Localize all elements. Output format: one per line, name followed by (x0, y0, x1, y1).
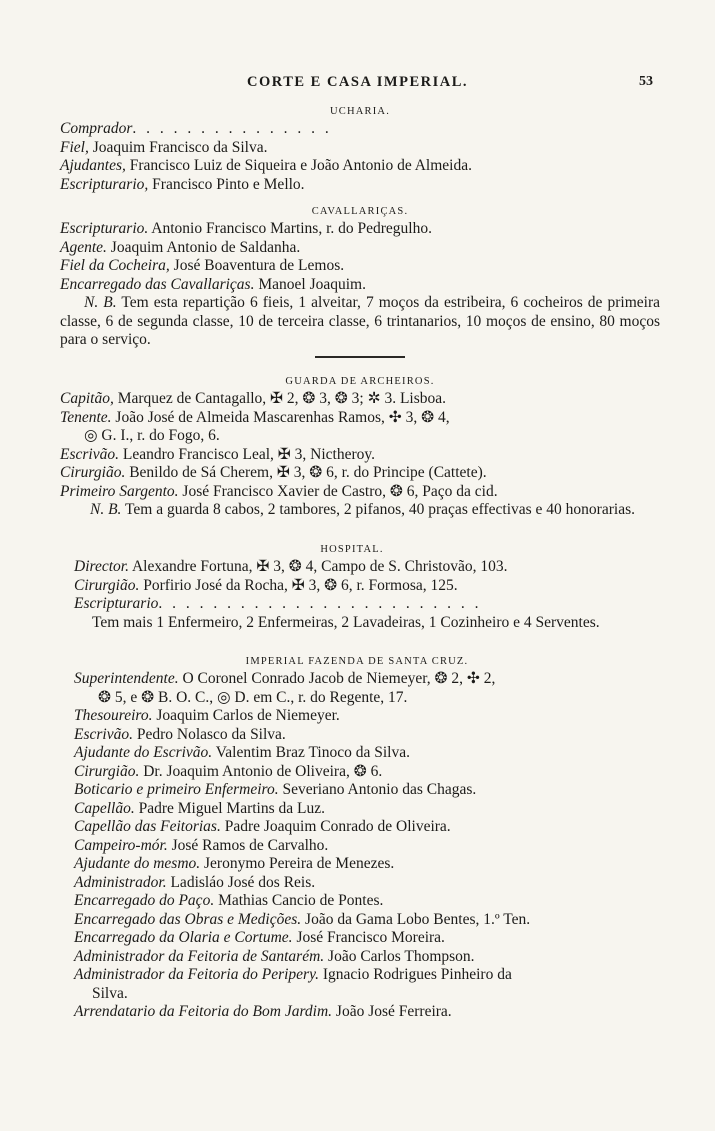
entry-text: José Ramos de Carvalho. (167, 836, 329, 854)
entry-label: Escripturario (74, 595, 159, 612)
entry-line (60, 464, 660, 483)
entry-text: Jeronymo Pereira de Menezes. (200, 855, 395, 872)
entry-line (74, 577, 630, 596)
entry-label: Cirurgião. (74, 762, 140, 780)
nota-bene (60, 294, 660, 350)
entry-label: Capitão, (60, 390, 114, 407)
entry-line (74, 744, 640, 763)
entry-line (74, 763, 640, 782)
entry-label: Thesoureiro. (74, 707, 153, 724)
entry-text: Francisco Pinto e Mello. (148, 175, 305, 193)
entry-label: Primeiro Sargento. (60, 482, 179, 500)
entry-label: Escripturario, (60, 175, 149, 193)
entry-line (74, 874, 640, 893)
entry-label: Escrivão. (74, 725, 133, 743)
entry-text: Padre Miguel Martins da Luz. (134, 799, 325, 817)
entry-text: Manoel Joaquim. (254, 275, 366, 293)
entry-text: Antonio Francisco Martins, r. do Pedregulho. (148, 220, 432, 237)
nota-bene (60, 501, 660, 520)
entry-label: Encarregado da Olaria e Cortume. (74, 929, 293, 946)
entry-continuation: Silva. (92, 984, 128, 1002)
entry-line (74, 781, 640, 800)
section-ucharia (60, 104, 660, 194)
section-guarda-archeiros (60, 374, 660, 520)
entry-line (74, 929, 640, 948)
entry-line (74, 948, 640, 967)
entry-text: Padre Joaquim Conrado de Oliveira. (220, 818, 451, 835)
entry-line (60, 239, 660, 258)
section-heading: IMPERIAL FAZENDA DE SANTA CRUZ. (245, 656, 469, 667)
entry-text: Dr. Joaquim Antonio de Oliveira, ❂ 6. (139, 762, 383, 780)
entry-text: Joaquim Carlos de Niemeyer. (152, 707, 340, 724)
entry-label: Campeiro-mór. (74, 836, 168, 854)
entry-label: Fiel, (60, 138, 89, 156)
entry-text: Pedro Nolasco da Silva. (132, 725, 286, 743)
leader-dots: . . . . . . . . . . . . . . . . . . . . . . . . (158, 595, 482, 612)
entry-line (74, 670, 640, 689)
entry-label: Administrador da Feitoria de Santarém. (74, 947, 325, 965)
entry-line (74, 855, 640, 874)
entry-line (60, 390, 660, 409)
running-title: CORTE E CASA IMPERIAL. (246, 74, 469, 90)
entry-line (60, 257, 660, 276)
entry-label: Comprador (60, 120, 133, 137)
leader-dots: . . . . . . . . . . . . . . . (132, 120, 332, 137)
section-heading: CAVALLARIÇAS. (311, 206, 409, 217)
entry-line (74, 558, 630, 577)
entry-label: Arrendatario da Feitoria do Bom Jardim. (74, 1003, 333, 1020)
entry-text: José Francisco Moreira. (292, 929, 445, 946)
entry-line (60, 483, 660, 502)
page-header (0, 74, 715, 96)
entry-label: Encarregado das Obras e Medições. (74, 910, 302, 928)
entry-label: Ajudantes, (60, 157, 126, 174)
entry-text: Leandro Francisco Leal, ✠ 3, Nictheroy. (118, 445, 375, 463)
entry-label: Administrador da Feitoria do Peripery. (74, 966, 319, 983)
nb-label: N. B. (84, 294, 117, 311)
nb-label: N. B. (90, 501, 122, 518)
entry-line (74, 837, 640, 856)
entry-label: Agente. (60, 238, 107, 256)
entry-text: João Carlos Thompson. (324, 947, 475, 965)
entry-line (60, 220, 660, 239)
entry-line (74, 892, 640, 911)
entry-line (74, 707, 640, 726)
entry-text: Mathias Cancio de Pontes. (214, 892, 384, 909)
entry-line (74, 818, 640, 837)
section-hospital (74, 542, 630, 632)
entry-label: Cirurgião. (74, 576, 140, 594)
entry-continuation: ❂ 5, e ❂ B. O. C., ◎ D. em C., r. do Regente, 17. (98, 688, 408, 706)
entry-label: Cirurgião. (60, 464, 126, 481)
page-number: 53 (639, 74, 653, 89)
entry-label: Superintendente. (74, 670, 179, 687)
entry-text: Porfirio José da Rocha, ✠ 3, ❂ 6, r. Formosa, 125. (139, 576, 458, 594)
entry-label: Administrador. (74, 873, 167, 891)
entry-line (60, 276, 660, 295)
entry-text: Alexandre Fortuna, ✠ 3, ❂ 4, Campo de S. Christovão, 103. (128, 558, 508, 575)
entry-continuation: ◎ G. I., r. do Fogo, 6. (84, 427, 220, 444)
entry-label: Fiel da Cocheira, (60, 257, 170, 274)
entry-label: Director. (74, 558, 129, 575)
entry-label: Escripturario. (60, 220, 149, 237)
section-fazenda-santa-cruz (74, 654, 640, 1022)
entry-text: João José de Almeida Mascarenhas Ramos, ✣ 3, ❂ 4, (111, 408, 450, 426)
entry-text: Joaquim Antonio de Saldanha. (106, 238, 301, 256)
entry-text: Francisco Luiz de Siqueira e João Antonio de Almeida. (125, 157, 472, 174)
entry-text: Severiano Antonio das Chagas. (278, 781, 477, 798)
entry-label: Encarregado das Cavallariças. (60, 275, 255, 293)
entry-line: Tem mais 1 Enfermeiro, 2 Enfermeiras, 2 Lavadeiras, 1 Cozinheiro e 4 Serventes. (92, 613, 600, 631)
entry-label: Capellão das Feitorias. (74, 818, 221, 835)
entry-text: José Francisco Xavier de Castro, ❂ 6, Paço da cid. (178, 482, 498, 500)
entry-line (74, 800, 640, 819)
entry-label: Ajudante do Escrivão. (74, 744, 213, 761)
nb-text: Tem a guarda 8 cabos, 2 tambores, 2 pifanos, 40 praças effectivas e 40 honorarias. (121, 501, 635, 518)
entry-line (74, 726, 640, 745)
entry-text: Ignacio Rodrigues Pinheiro da (318, 966, 512, 983)
entry-comprador (60, 120, 660, 139)
section-divider (315, 356, 405, 358)
nb-text: Tem esta repartição 6 fieis, 1 alveitar, 7 moços da estribeira, 6 cocheiros de primeira classe, 6 de segunda classe, 10 de terceira classe, 6 trintanarios, 10 moços de ensino, 80 moços para o serviço. (60, 294, 660, 348)
entry-text: Marquez de Cantagallo, ✠ 2, ❂ 3, ❂ 3; ✲ 3. Lisboa. (113, 390, 447, 407)
entry-label: Capellão. (74, 799, 135, 817)
entry-text: Benildo de Sá Cherem, ✠ 3, ❂ 6, r. do Principe (Cattete). (125, 464, 487, 481)
entry-ajudantes (60, 157, 660, 176)
entry-text: José Boaventura de Lemos. (169, 257, 345, 274)
entry-text: O Coronel Conrado Jacob de Niemeyer, ❂ 2, ✣ 2, (178, 670, 496, 687)
entry-text: Valentim Braz Tinoco da Silva. (212, 744, 410, 761)
entry-line (60, 446, 660, 465)
entry-line (74, 595, 630, 614)
entry-line (74, 911, 640, 930)
entry-text: Joaquim Francisco da Silva. (88, 138, 268, 156)
entry-escripturario (60, 176, 660, 195)
entry-text: João José Ferreira. (332, 1003, 452, 1020)
entry-text: João da Gama Lobo Bentes, 1.º Ten. (301, 910, 531, 928)
entry-line (74, 1003, 640, 1022)
section-heading: GUARDA DE ARCHEIROS. (285, 376, 435, 387)
entry-label: Boticario e primeiro Enfermeiro. (74, 781, 279, 798)
entry-fiel (60, 139, 660, 158)
entry-label: Ajudante do mesmo. (74, 855, 201, 872)
section-heading: UCHARIA. (329, 106, 391, 117)
entry-line (74, 966, 640, 985)
entry-text: Ladisláo José dos Reis. (166, 873, 316, 891)
entry-label: Encarregado do Paço. (74, 892, 215, 909)
entry-label: Tenente. (60, 408, 112, 426)
entry-line (60, 409, 660, 428)
entry-label: Escrivão. (60, 445, 119, 463)
section-heading: HOSPITAL. (320, 544, 384, 555)
section-cavallaricas (60, 204, 660, 366)
